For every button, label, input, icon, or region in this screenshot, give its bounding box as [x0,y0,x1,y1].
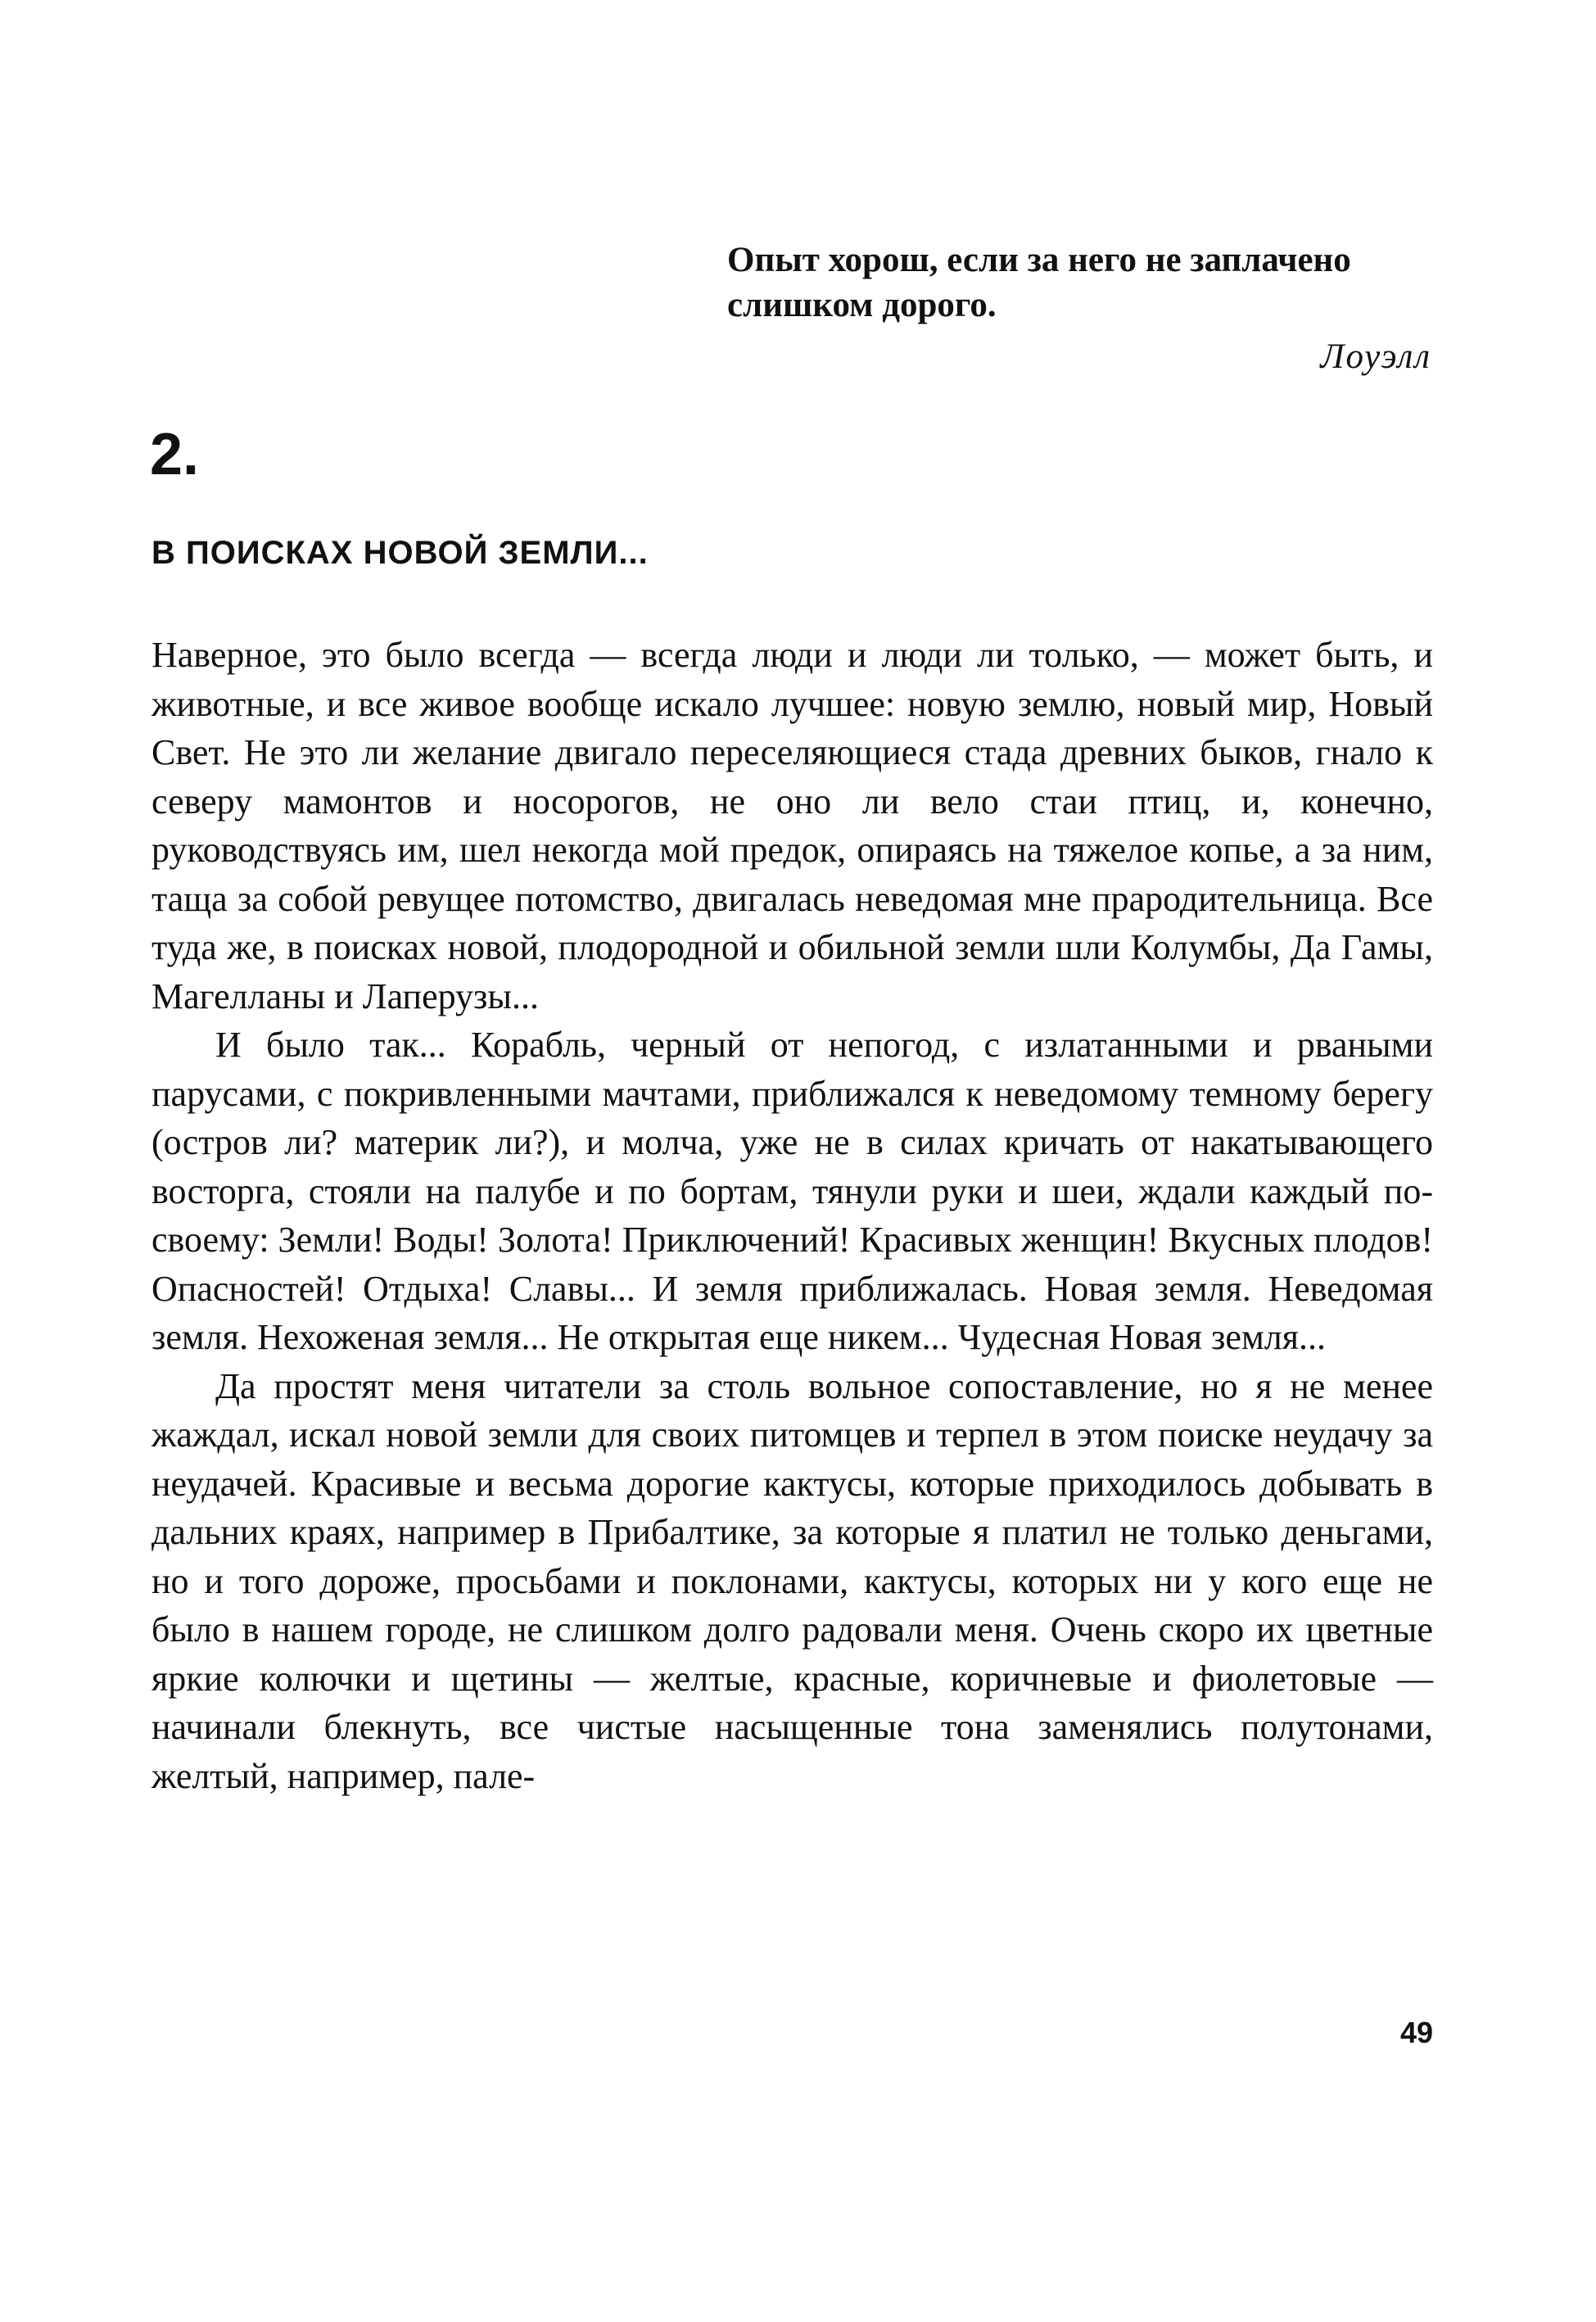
epigraph-quote: Опыт хорош, если за него не заплачено слишком дорого. [727,241,1351,324]
paragraph-1: Наверное, это было всегда — всегда люди и люди ли только, — может быть, и животные, и все живое вообще искало лучшее: новую землю, новый мир, Новый Свет. Не это ли желание двигало переселяющиеся стада древних быков, гнало к северу мамонтов и носорогов, не оно ли вело стаи птиц, и, конечно, руководствуясь им, шел некогда мой предок, опираясь на тяжелое копье, а за ним, таща за собой ревущее потомство, двигалась неведомая мне прародительница. Все туда же, в поисках новой, плодородной и обильной земли шли Колумбы, Да Гамы, Магелланы и Лаперузы... [151,635,1433,1016]
epigraph [727,238,1431,379]
page-number: 49 [1399,2016,1433,2049]
body-text [151,631,1433,1800]
chapter-number: 2. [150,422,200,487]
epigraph-author: Лоуэлл [1320,337,1431,376]
chapter-title: В ПОИСКАХ НОВОЙ ЗЕМЛИ... [151,535,649,571]
paragraph-3: Да простят меня читатели за столь вольное сопоставление, но я не менее жаждал, искал новой земли для своих питомцев и терпел в этом поиске неудачу за неудачей. Красивые и весьма дорогие кактусы, которые приходилось добывать в дальних краях, например в Прибалтике, за которые я платил не только деньгами, но и того дороже, просьбами и поклонами, кактусы, которых ни у кого еще не было в нашем городе, не слишком долго радовали меня. Очень скоро их цветные яркие колючки и щетины — желтые, красные, коричневые и фиолетовые — начинали блекнуть, все чистые насыщенные тона заменялись полутонами, желтый, например, пале- [151,1365,1433,1796]
paragraph-2: И было так... Корабль, черный от непогод, с излатанными и рваными парусами, с покривленными мачтами, приближался к неведомому темному берегу (остров ли? материк ли?), и молча, уже не в силах кричать от накатывающего восторга, стояли на палубе и по бортам, тянули руки и шеи, ждали каждый по-своему: Земли! Воды! Золота! Приключений! Красивых женщин! Вкусных плодов! Опасностей! Отдыха! Славы... И земля приближалась. Новая земля. Неведомая земля. Нехоженая земля... Не открытая еще никем... Чудесная Новая земля... [151,1025,1434,1357]
